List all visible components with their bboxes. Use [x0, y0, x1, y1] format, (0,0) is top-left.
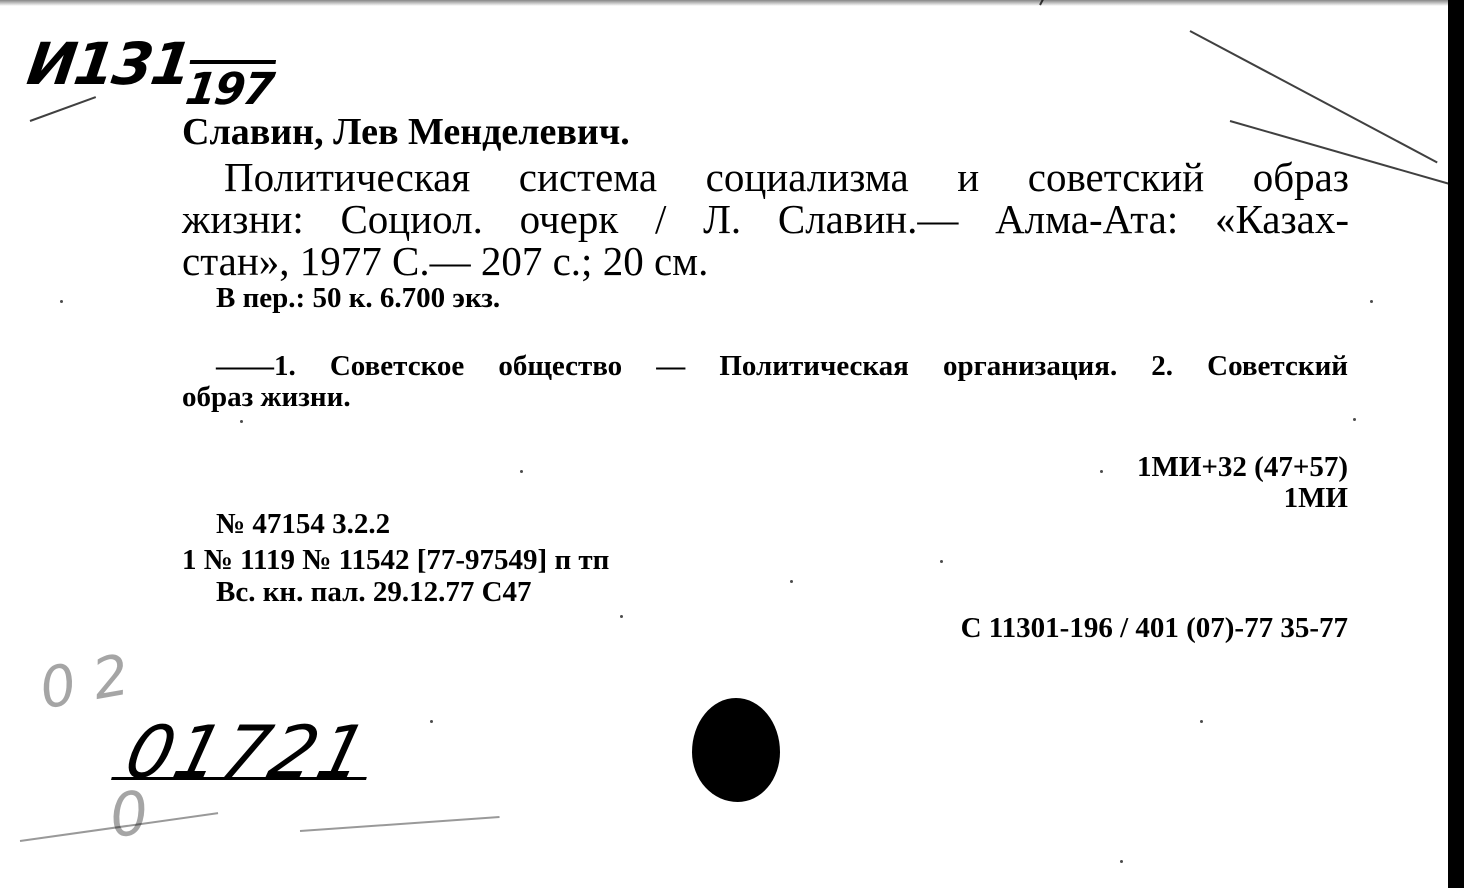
price-info: В пер.: 50 к. 6.700 экз.	[216, 282, 501, 314]
registry-line-2: 1 № 1119 № 11542 [77-97549] п тп	[182, 544, 610, 576]
subject-tracing-line-1: ——1. Советское общество — Политическая организация. 2. Советский	[216, 350, 1348, 382]
faint-handwritten-mark: 0	[106, 778, 152, 852]
speck	[1353, 418, 1356, 421]
call-number	[23, 30, 280, 115]
scan-scratch	[300, 816, 500, 832]
title-line-2: жизни: Социол. очерк / Л. Славин.— Алма-Ата: «Казах-	[182, 196, 1349, 242]
call-number-main: И131	[23, 30, 195, 98]
registry-line-3: Вс. кн. пал. 29.12.77 С47	[216, 576, 532, 608]
inventory-number: 01721	[117, 710, 378, 794]
scan-scratch	[30, 96, 96, 122]
registry-line-1: № 47154 3.2.2	[216, 508, 391, 540]
title-line-3: стан», 1977 С.— 207 с.; 20 см.	[182, 238, 709, 284]
title-line-1: Политическая система социализма и советский образ	[224, 154, 1349, 200]
scan-right-edge	[1448, 0, 1464, 888]
call-number-sub: 197	[182, 64, 276, 115]
speck	[430, 720, 433, 723]
speck	[1200, 720, 1203, 723]
scan-top-shadow	[0, 0, 1464, 6]
faint-handwritten-mark: 0 2	[35, 642, 135, 723]
publisher-code: С 11301-196 / 401 (07)-77 35-77	[960, 612, 1348, 644]
speck	[790, 580, 793, 583]
classification-short: 1МИ	[1283, 482, 1348, 514]
speck	[520, 470, 523, 473]
speck	[1370, 300, 1373, 303]
subject-tracing-line-2: образ жизни.	[182, 381, 351, 413]
punch-hole	[692, 698, 780, 802]
author-heading: Славин, Лев Менделевич.	[182, 111, 630, 153]
speck	[940, 560, 943, 563]
speck	[1100, 470, 1103, 473]
speck	[620, 615, 623, 618]
speck	[60, 300, 63, 303]
speck	[1120, 860, 1123, 863]
classification-index: 1МИ+32 (47+57)	[1136, 451, 1348, 483]
speck	[240, 420, 243, 423]
